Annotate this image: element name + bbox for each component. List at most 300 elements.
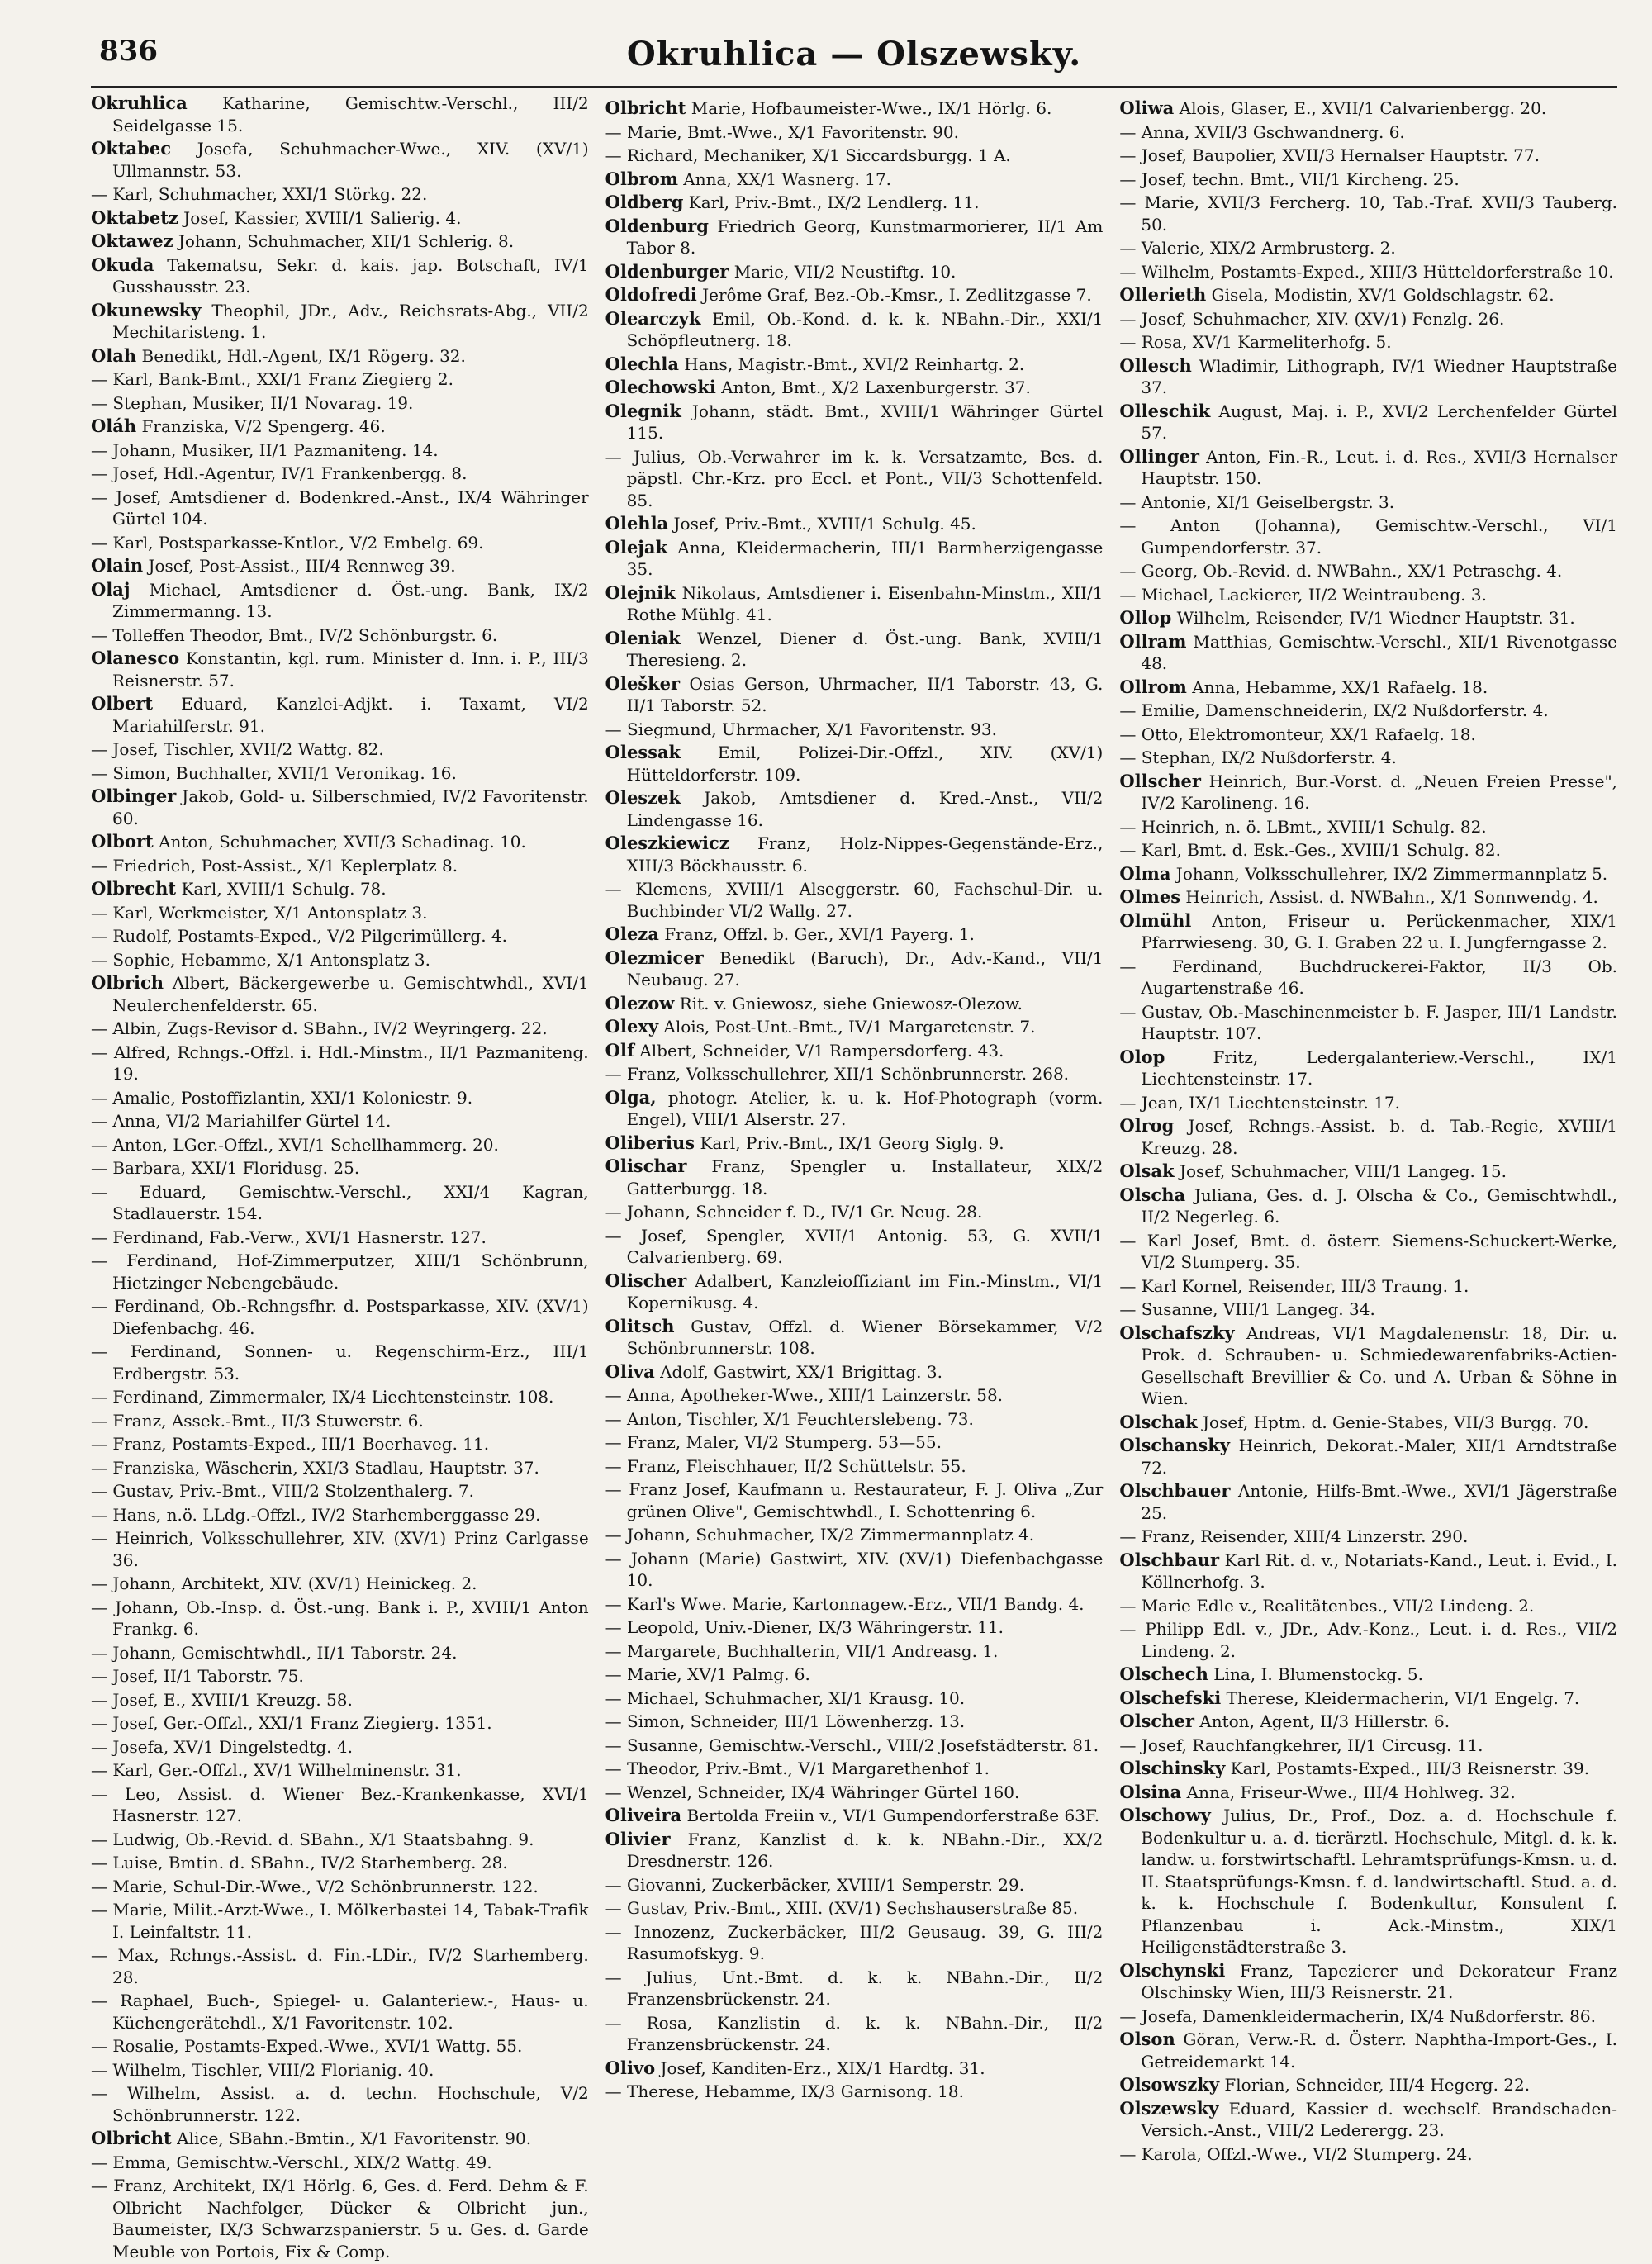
entry-text: — Rudolf, Postamts-Exped., V/2 Pilgerimüllerg. 4.: [91, 926, 508, 946]
directory-entry: [1119, 560, 1617, 582]
directory-entry: [1119, 863, 1617, 885]
directory-entry: [1119, 1595, 1617, 1617]
entry-text: — Anton (Johanna), Gemischtw.-Verschl., VI/1 Gumpendorferstr. 37.: [1119, 515, 1618, 558]
entry-text: Anton, Bmt., X/2 Laxenburgerstr. 37.: [715, 377, 1031, 397]
entry-surname: Oldofredi: [605, 284, 697, 305]
entry-surname: Olearczyk: [605, 307, 701, 329]
entry-surname: Olschowy: [1119, 1805, 1211, 1825]
page-title: Okruhlica — Olszewsky.: [626, 35, 1082, 74]
directory-entry: [1119, 1275, 1617, 1298]
entry-surname: Olmühl: [1119, 909, 1192, 931]
entry-text: — Karl, Bmt. d. Esk.-Ges., XVIII/1 Schulg. 82.: [1119, 840, 1502, 860]
directory-entry: [605, 377, 1104, 399]
directory-entry: [1119, 491, 1617, 514]
directory-entry: [605, 216, 1104, 259]
directory-entry: [605, 1040, 1104, 1062]
entry-text: — Josef, II/1 Taborstr. 75.: [91, 1666, 304, 1686]
entry-text: Karl, Postamts-Exped., III/3 Reisnerstr. 39.: [1225, 1759, 1590, 1778]
directory-entry: [605, 145, 1104, 167]
entry-text: — Simon, Buchhalter, XVII/1 Veronikag. 16.: [91, 762, 457, 783]
entry-text: Alois, Post-Unt.-Bmt., IV/1 Margaretenstr. 7.: [658, 1017, 1036, 1037]
directory-entry: [605, 354, 1104, 376]
directory-entry: [605, 446, 1104, 512]
directory-entry: [91, 1087, 589, 1109]
directory-entry: [1119, 1298, 1617, 1321]
entry-text: Andreas, VI/1 Magdalenenstr. 18, Dir. u. Prok. d. Schrauben- u. Schmiedewarenfabriks-Actien-Gesellschaft Brevillier & Co. und A. Urban & Söhne in Wien.: [1141, 1322, 1618, 1408]
directory-entry: [91, 1876, 589, 1898]
directory-entry: [1119, 1550, 1617, 1593]
directory-entry: [91, 2082, 589, 2126]
entry-surname: Olop: [1119, 1046, 1165, 1067]
entry-surname: Oliberius: [605, 1132, 695, 1153]
directory-entry: [605, 1711, 1104, 1733]
entry-surname: Olbricht: [91, 2128, 172, 2148]
entry-text: — Josef, Tischler, XVII/2 Wattg. 82.: [91, 739, 384, 759]
entry-text: Wladimir, Lithograph, IV/1 Wiedner Hauptstraße 37.: [1141, 355, 1618, 397]
directory-entry: [91, 392, 589, 415]
entry-surname: Olrog: [1119, 1115, 1175, 1136]
entry-text: Josef, Kanditen-Erz., XIX/1 Hardtg. 31.: [655, 2058, 985, 2078]
entry-text: Anton, Schuhmacher, XVII/3 Schadinag. 10.: [153, 832, 526, 852]
entry-surname: Olschbaur: [1119, 1549, 1220, 1570]
directory-entry: [1119, 1758, 1617, 1780]
entry-surname: Olschefski: [1119, 1687, 1222, 1708]
entry-text: — Anton, Tischler, X/1 Feuchterslebeng. 73.: [605, 1408, 974, 1429]
entry-surname: Oldenburg: [605, 215, 709, 236]
entry-text: — Johann, Musiker, II/1 Pazmaniteng. 14.: [91, 439, 439, 460]
entry-text: — Tolleffen Theodor, Bmt., IV/2 Schönburgstr. 6.: [91, 624, 498, 645]
entry-text: — Alfred, Rchngs.-Offzl. i. Hdl.-Minstm., II/1 Pazmaniteng. 19.: [91, 1042, 589, 1084]
directory-entry: [91, 1250, 589, 1293]
directory-entry: [91, 1597, 589, 1640]
entry-surname: Olbrom: [605, 168, 678, 189]
entry-text: Albert, Bäckergewerbe u. Gemischtwhdl., XVI/1 Neulerchenfelderstr. 65.: [112, 973, 589, 1015]
entry-text: — Johann, Architekt, XIV. (XV/1) Heinickeg. 2.: [91, 1573, 477, 1593]
entry-text: — Emilie, Damenschneiderin, IX/2 Nußdorferstr. 4.: [1119, 700, 1549, 720]
entry-text: — Philipp Edl. v., JDr., Adv.-Konz., Leut. i. d. Res., VII/2 Lindeng. 2.: [1119, 1619, 1618, 1661]
entry-surname: Olejak: [605, 536, 668, 558]
directory-entry: [1119, 724, 1617, 746]
entry-surname: Olbricht: [605, 97, 686, 118]
directory-entry: [1119, 1001, 1617, 1045]
entry-text: — Wilhelm, Assist. a. d. techn. Hochschule, V/2 Schönbrunnerstr. 122.: [91, 2083, 589, 2125]
entry-text: Jerôme Graf, Bez.-Ob.-Kmsr., I. Zedlitzgasse 7.: [696, 285, 1092, 305]
entry-text: — Franz, Architekt, IX/1 Hörlg. 6, Ges. d. Ferd. Dehm & F. Olbricht Nachfolger, Dücker & Olbricht jun., Baumeister, IX/3 Schwarzspanierstr. 5 u. Ges. d. Garde Meuble von Portois, Fix & Comp.: [91, 2176, 589, 2262]
directory-entry: [1119, 1805, 1617, 1958]
entry-surname: Olbert: [91, 693, 154, 714]
directory-entry: [605, 2058, 1104, 2080]
directory-entry: [1119, 2074, 1617, 2096]
entry-surname: Olehla: [605, 513, 669, 534]
entry-surname: Ollscher: [1119, 770, 1201, 791]
directory-entry: [1119, 886, 1617, 909]
entry-text: Fritz, Ledergalanteriew.-Verschl., IX/1 Liechtensteinstr. 17.: [1141, 1047, 1618, 1089]
entry-text: Alois, Glaser, E., XVII/1 Calvarienbergg. 20.: [1174, 98, 1547, 118]
entry-text: — Karl Kornel, Reisender, III/3 Traung. 1.: [1119, 1275, 1469, 1296]
entry-surname: Oleszkiewicz: [605, 833, 729, 853]
directory-entry: [605, 1201, 1104, 1223]
directory-entry: [91, 2059, 589, 2081]
entry-surname: Oliveira: [605, 1805, 682, 1825]
directory-entry: [1119, 1115, 1617, 1159]
directory-entry: [91, 486, 589, 530]
entry-text: — Barbara, XXI/1 Floridusg. 25.: [91, 1158, 360, 1178]
entry-text: Göran, Verw.-R. d. Österr. Naphtha-Import-Ges., I. Getreidemarkt 14.: [1141, 2029, 1618, 2072]
entry-text: — Max, Rchngs.-Assist. d. Fin.-LDir., IV/2 Starhemberg. 28.: [91, 1945, 589, 1987]
entry-surname: Olf: [605, 1039, 634, 1061]
page-header: [91, 28, 1617, 88]
entry-text: — Rosa, XV/1 Karmeliterhofg. 5.: [1119, 332, 1392, 352]
entry-text: — Franz, Reisender, XIII/4 Linzerstr. 290.: [1119, 1526, 1469, 1546]
entry-text: — Franz, Maler, VI/2 Stumperg. 53—55.: [605, 1432, 942, 1452]
directory-entry: [91, 1573, 589, 1595]
directory-entry: [1119, 515, 1617, 558]
directory-entry: [1119, 401, 1617, 444]
entry-surname: Oleza: [605, 923, 659, 944]
directory-entry: [91, 624, 589, 647]
directory-entry: [91, 254, 589, 298]
entry-text: Adolf, Gastwirt, XX/1 Brigittag. 3.: [654, 1361, 942, 1382]
directory-entry: [1119, 261, 1617, 283]
directory-entry: [1119, 2143, 1617, 2166]
entry-surname: Ollesch: [1119, 354, 1192, 376]
entry-text: Franz, Spengler u. Installateur, XIX/2 Gatterburgg. 18.: [626, 1156, 1104, 1198]
directory-entry: [605, 1408, 1104, 1431]
entry-text: — Julius, Unt.-Bmt. d. k. k. NBahn.-Dir., II/2 Franzensbrückenstr. 24.: [605, 1967, 1104, 2009]
directory-entry: [1119, 676, 1617, 699]
entry-surname: Ollop: [1119, 607, 1172, 628]
directory-entry: [1119, 97, 1617, 120]
directory-entry: [91, 1457, 589, 1479]
directory-entry: [91, 1665, 589, 1687]
directory-entry: [1119, 1092, 1617, 1114]
directory-entry: [91, 878, 589, 900]
directory-entry: [605, 833, 1104, 876]
entry-text: Lina, I. Blumenstockg. 5.: [1208, 1664, 1424, 1684]
entry-text: — Marie Edle v., Realitätenbes., VII/2 Lindeng. 2.: [1119, 1595, 1535, 1616]
entry-text: Johann, städt. Bmt., XVIII/1 Währinger Gürtel 115.: [626, 401, 1104, 443]
entry-text: Josefa, Schuhmacher-Wwe., XIV. (XV/1) Ullmannstr. 53.: [112, 139, 589, 181]
entry-text: — Josefa, Damenkleidermacherin, IX/4 Nußdorferstr. 86.: [1119, 2005, 1596, 2026]
directory-entry: [1119, 1322, 1617, 1410]
directory-entry: [91, 368, 589, 391]
directory-entry: [91, 1110, 589, 1132]
entry-text: — Emma, Gemischtw.-Verschl., XIX/2 Wattg. 49.: [91, 2152, 492, 2172]
directory-entry: [605, 878, 1104, 922]
directory-entry: [91, 925, 589, 947]
column-3: [1119, 97, 1617, 2264]
directory-entry: [91, 1480, 589, 1502]
directory-entry: [91, 972, 589, 1016]
directory-entry: [91, 1227, 589, 1249]
entry-surname: Olschech: [1119, 1664, 1208, 1684]
directory-entry: [91, 2128, 589, 2150]
directory-entry: [605, 1805, 1104, 1827]
entry-surname: Oktawez: [91, 230, 173, 251]
directory-entry: [1119, 355, 1617, 399]
entry-text: — Franz, Fleischhauer, II/2 Schüttelstr. 55.: [605, 1455, 966, 1476]
directory-entry: [605, 284, 1104, 306]
entry-text: Katharine, Gemischtw.-Verschl., III/2 Seidelgasse 15.: [112, 93, 589, 135]
entry-text: — Giovanni, Zuckerbäcker, XVIII/1 Semperstr. 29.: [605, 1874, 1025, 1895]
entry-text: — Stephan, Musiker, II/1 Novarag. 19.: [91, 392, 414, 413]
entry-text: — Michael, Schuhmacher, XI/1 Krausg. 10.: [605, 1687, 966, 1708]
entry-text: Johann, Schuhmacher, XII/1 Schlerig. 8.: [173, 231, 515, 251]
entry-text: — Gustav, Ob.-Maschinenmeister b. F. Jasper, III/1 Landstr. Hauptstr. 107.: [1119, 1001, 1618, 1043]
directory-entry: [91, 415, 589, 438]
entry-text: Franz, Holz-Nippes-Gegenstände-Erz., XIII/3 Böckhausstr. 6.: [626, 833, 1104, 876]
entry-text: — Marie, XV/1 Palmg. 6.: [605, 1664, 810, 1684]
entry-text: — Johann, Gemischtwhdl., II/1 Taborstr. 24.: [91, 1642, 458, 1663]
directory-entry: [91, 738, 589, 761]
directory-entry: [1119, 1618, 1617, 1662]
entry-text: — Wilhelm, Postamts-Exped., XIII/3 Hütteldorferstraße 10.: [1119, 261, 1614, 282]
entry-surname: Olejnik: [605, 581, 676, 603]
entry-surname: Olsina: [1119, 1781, 1182, 1802]
directory-entry: [605, 719, 1104, 741]
entry-surname: Olitsch: [605, 1315, 675, 1336]
entry-text: — Klemens, XVIII/1 Alseggerstr. 60, Fachschul-Dir. u. Buchbinder VI/2 Wallg. 27.: [605, 879, 1104, 921]
entry-text: Anna, XX/1 Wasnerg. 17.: [677, 168, 892, 189]
entry-text: — Josef, Amtsdiener d. Bodenkred.-Anst., IX/4 Währinger Gürtel 104.: [91, 486, 589, 529]
directory-entry: [91, 1783, 589, 1827]
entry-text: — Leopold, Univ.-Diener, IX/3 Währingerstr. 11.: [605, 1617, 1004, 1637]
entry-text: — Michael, Lackierer, II/2 Weintraubeng. 3.: [1119, 584, 1487, 605]
entry-text: — Sophie, Hebamme, X/1 Antonsplatz 3.: [91, 949, 430, 970]
entry-text: — Gustav, Priv.-Bmt., XIII. (XV/1) Sechshauserstraße 85.: [605, 1898, 1079, 1918]
directory-entry: [91, 1341, 589, 1384]
entry-text: photogr. Atelier, k. u. k. Hof-Photograph (vorm. Engel), VIII/1 Alserstr. 27.: [626, 1087, 1104, 1129]
entry-text: — Amalie, Postoffizlantin, XXI/1 Koloniestr. 9.: [91, 1087, 473, 1108]
directory-entry: [1119, 910, 1617, 954]
entry-text: Rit. v. Gniewosz, siehe Gniewosz-Olezow.: [674, 993, 1023, 1013]
entry-text: Anna, Hebamme, XX/1 Rafaelg. 18.: [1186, 676, 1488, 697]
directory-entry: [605, 168, 1104, 191]
entry-text: — Luise, Bmtin. d. SBahn., IV/2 Starhemberg. 28.: [91, 1853, 508, 1872]
directory-entry: [605, 993, 1104, 1015]
entry-surname: Oldenburger: [605, 260, 729, 282]
entry-surname: Olain: [91, 555, 144, 576]
entry-surname: Okuda: [91, 254, 154, 275]
entry-text: — Ferdinand, Buchdruckerei-Faktor, II/3 Ob. Augartenstraße 46.: [1119, 956, 1618, 998]
directory-entry: [605, 513, 1104, 535]
entry-text: — Antonie, XI/1 Geiselbergstr. 3.: [1119, 491, 1395, 512]
directory-entry: [605, 537, 1104, 581]
entry-text: — Ludwig, Ob.-Revid. d. SBahn., X/1 Staatsbahng. 9.: [91, 1829, 534, 1849]
entry-text: — Anna, VI/2 Mariahilfer Gürtel 14.: [91, 1111, 392, 1131]
directory-entry: [91, 1852, 589, 1874]
entry-text: — Stephan, IX/2 Nußdorferstr. 4.: [1119, 748, 1397, 767]
entry-text: — Karl, Schuhmacher, XXI/1 Störkg. 22.: [91, 184, 428, 204]
entry-surname: Olszewsky: [1119, 2097, 1219, 2119]
directory-entry: [605, 742, 1104, 786]
entry-surname: Olson: [1119, 2029, 1175, 2049]
directory-entry: [605, 1758, 1104, 1780]
directory-entry: [605, 1063, 1104, 1085]
directory-entry: [91, 1899, 589, 1943]
directory-entry: [605, 1897, 1104, 1920]
directory-entry: [605, 923, 1104, 946]
entry-surname: Olaj: [91, 578, 131, 600]
entry-surname: Olschinsky: [1119, 1758, 1226, 1778]
directory-entry: [605, 787, 1104, 831]
entry-text: Gustav, Offzl. d. Wiener Börsekammer, V/2 Schönbrunnerstr. 108.: [626, 1316, 1104, 1358]
entry-text: Josef, Post-Assist., III/4 Rennweg 39.: [143, 556, 456, 576]
entry-surname: Olah: [91, 344, 137, 366]
directory-entry: [605, 2081, 1104, 2103]
entry-surname: Olanesco: [91, 648, 180, 668]
entry-text: Albert, Schneider, V/1 Rampersdorferg. 43.: [634, 1040, 1004, 1061]
directory-entry: [91, 345, 589, 368]
entry-text: Friedrich Georg, Kunstmarmorierer, II/1 Am Tabor 8.: [626, 216, 1104, 258]
directory-entry: [91, 2035, 589, 2058]
entry-text: — Johann, Schneider f. D., IV/1 Gr. Neug. 28.: [605, 1202, 983, 1222]
directory-entry: [1119, 1480, 1617, 1524]
directory-entry: [1119, 237, 1617, 259]
entry-surname: Olechla: [605, 353, 679, 374]
entry-surname: Okunewsky: [91, 299, 202, 320]
directory-entry: [1119, 747, 1617, 769]
directory-entry: [605, 97, 1104, 120]
directory-entry: [91, 183, 589, 206]
directory-entry: [91, 1736, 589, 1759]
entry-surname: Oleszek: [605, 787, 681, 808]
entry-text: — Rosalie, Postamts-Exped.-Wwe., XVI/1 Wattg. 55.: [91, 2036, 523, 2056]
entry-text: Hans, Magistr.-Bmt., XVI/2 Reinhartg. 2.: [678, 354, 1025, 374]
entry-text: Anna, Kleidermacherin, III/1 Barmherzigengasse 35.: [626, 537, 1104, 579]
entry-surname: Olbrich: [91, 972, 164, 993]
directory-entry: [1119, 1711, 1617, 1733]
directory-entry: [1119, 700, 1617, 722]
directory-entry: [91, 1386, 589, 1408]
entry-text: Michael, Amtsdiener d. Öst.-ung. Bank, IX/2 Zimmermanng. 13.: [112, 579, 589, 621]
entry-text: Therese, Kleidermacherin, VI/1 Engelg. 7.: [1221, 1687, 1580, 1708]
directory-entry: [1119, 1047, 1617, 1090]
column-1: [91, 93, 589, 2264]
page-number: 836: [99, 35, 158, 68]
entry-text: — Franz, Postamts-Exped., III/1 Boerhaveg. 11.: [91, 1434, 490, 1454]
entry-text: Anton, Agent, II/3 Hillerstr. 6.: [1194, 1711, 1450, 1731]
entry-text: Nikolaus, Amtsdiener i. Eisenbahn-Minstm., XII/1 Rothe Mühlg. 41.: [626, 582, 1104, 624]
entry-text: — Karl, Postsparkasse-Kntlor., V/2 Embelg. 69.: [91, 532, 484, 553]
entry-text: — Otto, Elektromonteur, XX/1 Rafaelg. 18.: [1119, 724, 1476, 744]
directory-entry: [91, 1042, 589, 1085]
entry-text: — Josef, Spengler, XVII/1 Antonig. 53, G. XVII/1 Calvarienberg. 69.: [605, 1225, 1104, 1267]
directory-entry: [1119, 607, 1617, 629]
directory-entry: [1119, 584, 1617, 606]
entry-text: Jakob, Gold- u. Silberschmied, IV/2 Favoritenstr. 60.: [112, 786, 589, 828]
entry-text: Konstantin, kgl. rum. Minister d. Inn. i. P., III/3 Reisnerstr. 57.: [112, 648, 589, 691]
entry-text: — Wilhelm, Tischler, VIII/2 Florianig. 40.: [91, 2059, 434, 2080]
entry-text: — Marie, Bmt.-Wwe., X/1 Favoritenstr. 90.: [605, 121, 959, 142]
entry-text: — Karl, Ger.-Offzl., XV/1 Wilhelminenstr. 31.: [91, 1760, 462, 1780]
entry-text: — Ferdinand, Sonnen- u. Regenschirm-Erz., III/1 Erdbergstr. 53.: [91, 1341, 589, 1384]
directory-entry: [605, 1921, 1104, 1965]
directory-entry: [91, 207, 589, 230]
entry-text: Matthias, Gemischtw.-Verschl., XII/1 Rivenotgasse 48.: [1141, 631, 1618, 673]
entry-surname: Olmes: [1119, 886, 1181, 907]
directory-entry: [91, 138, 589, 182]
entry-text: August, Maj. i. P., XVI/2 Lerchenfelder Gürtel 57.: [1141, 401, 1618, 443]
directory-entry: [91, 1134, 589, 1156]
entry-text: — Ferdinand, Ob.-Rchngsfhr. d. Postsparkasse, XIV. (XV/1) Diefenbachg. 46.: [91, 1296, 589, 1338]
directory-entry: [605, 1270, 1104, 1314]
entry-text: — Johann, Ob.-Insp. d. Öst.-ung. Bank i. P., XVIII/1 Anton Frankg. 6.: [91, 1597, 589, 1639]
entry-text: — Rosa, Kanzlistin d. k. k. NBahn.-Dir., II/2 Franzensbrückenstr. 24.: [605, 2012, 1104, 2054]
directory-entry: [91, 648, 589, 691]
entry-text: — Anton, LGer.-Offzl., XVI/1 Schellhammerg. 20.: [91, 1134, 499, 1155]
entry-text: — Josefa, XV/1 Dingelstedtg. 4.: [91, 1736, 353, 1757]
entry-text: Eduard, Kassier d. wechself. Brandschaden-Versich.-Anst., VIII/2 Lederergg. 23.: [1141, 2098, 1618, 2140]
entry-text: — Heinrich, n. ö. LBmt., XVIII/1 Schulg. 82.: [1119, 816, 1487, 837]
directory-entry: [1119, 1687, 1617, 1710]
entry-text: — Franz, Volksschullehrer, XII/1 Schönbrunnerstr. 268.: [605, 1064, 1070, 1084]
entry-text: — Georg, Ob.-Revid. d. NWBahn., XX/1 Petraschg. 4.: [1119, 561, 1563, 581]
entry-text: Theophil, JDr., Adv., Reichsrats-Abg., VII/2 Mechitaristeng. 1.: [112, 300, 589, 342]
entry-text: Osias Gerson, Uhrmacher, II/1 Taborstr. 43, G. II/1 Taborstr. 52.: [626, 673, 1104, 715]
directory-entry: [91, 949, 589, 971]
entry-text: Karl, Priv.-Bmt., IX/2 Lendlerg. 11.: [683, 192, 980, 212]
entry-text: Emil, Ob.-Kond. d. k. k. NBahn.-Dir., XXI/1 Schöpfleutnerg. 18.: [626, 308, 1104, 350]
entry-text: — Franziska, Wäscherin, XXI/3 Stadlau, Hauptstr. 37.: [91, 1457, 539, 1478]
entry-text: — Jean, IX/1 Liechtensteinstr. 17.: [1119, 1092, 1400, 1113]
directory-entry: [91, 439, 589, 462]
entry-surname: Ollerieth: [1119, 284, 1207, 305]
directory-entry: [605, 1967, 1104, 2010]
entry-text: Anna, Friseur-Wwe., III/4 Hohlweg. 32.: [1181, 1782, 1516, 1802]
entry-text: — Valerie, XIX/2 Armbrusterg. 2.: [1119, 238, 1396, 258]
directory-entry: [91, 1829, 589, 1851]
entry-text: Anton, Friseur u. Perückenmacher, XIX/1 Pfarrwieseng. 30, G. I. Graben 22 u. I. Jungferngasse 2.: [1141, 910, 1618, 952]
directory-entry: [605, 1478, 1104, 1522]
directory-entry: [1119, 816, 1617, 838]
entry-text: — Albin, Zugs-Revisor d. SBahn., IV/2 Weyringerg. 22.: [91, 1018, 548, 1038]
entry-text: Josef, Rchngs.-Assist. b. d. Tab.-Regie, XVIII/1 Kreuzg. 28.: [1141, 1116, 1618, 1158]
entry-text: — Hans, n.ö. LLdg.-Offzl., IV/2 Starhemberggasse 29.: [91, 1504, 541, 1525]
directory-entry: [91, 1944, 589, 1988]
entry-surname: Olešker: [605, 672, 681, 694]
directory-entry: [1119, 168, 1617, 191]
entry-text: — Ferdinand, Fab.-Verw., XVI/1 Hasnerstr. 127.: [91, 1227, 487, 1247]
entry-text: Juliana, Ges. d. J. Olscha & Co., Gemischtwhdl., II/2 Negerleg. 6.: [1141, 1184, 1618, 1227]
entry-text: — Ferdinand, Hof-Zimmerputzer, XIII/1 Schönbrunn, Hietzinger Nebengebäude.: [91, 1251, 589, 1293]
directory-entry: [1119, 1412, 1617, 1434]
entry-text: — Raphael, Buch-, Spiegel- u. Galanteriew.-, Haus- u. Küchengerätehdl., X/1 Favoritenstr. 102.: [91, 1991, 589, 2033]
directory-entry: [605, 1548, 1104, 1592]
directory-entry: [91, 902, 589, 924]
directory-entry: [1119, 1230, 1617, 1274]
entry-text: — Franz, Assek.-Bmt., II/3 Stuwerstr. 6.: [91, 1410, 424, 1431]
directory-entry: [605, 1087, 1104, 1131]
entry-text: — Marie, Milit.-Arzt-Wwe., I. Mölkerbastei 14, Tabak-Trafik I. Leinfaltstr. 11.: [91, 1900, 589, 1942]
columns: [91, 93, 1618, 2264]
entry-text: Heinrich, Bur.-Vorst. d. „Neuen Freien Presse", IV/2 Karolineng. 16.: [1141, 771, 1618, 813]
entry-surname: Oleniak: [605, 627, 681, 648]
entry-text: Franziska, V/2 Spengerg. 46.: [136, 416, 386, 436]
entry-surname: Olschafszky: [1119, 1322, 1235, 1343]
entry-surname: Olegnik: [605, 400, 681, 421]
directory-entry: [1119, 839, 1617, 861]
directory-entry: [605, 947, 1104, 991]
entry-surname: Olschansky: [1119, 1435, 1230, 1455]
entry-text: — Leo, Assist. d. Wiener Bez.-Krankenkasse, XVI/1 Hasnerstr. 127.: [91, 1783, 589, 1825]
directory-entry: [605, 628, 1104, 672]
entry-text: Emil, Polizei-Dir.-Offzl., XIV. (XV/1) Hütteldorferstr. 109.: [626, 743, 1104, 785]
entry-surname: Oktabec: [91, 138, 171, 159]
directory-entry: [605, 1664, 1104, 1686]
directory-entry: [1119, 331, 1617, 354]
entry-text: — Johann, Schuhmacher, IX/2 Zimmermannplatz 4.: [605, 1525, 1035, 1545]
